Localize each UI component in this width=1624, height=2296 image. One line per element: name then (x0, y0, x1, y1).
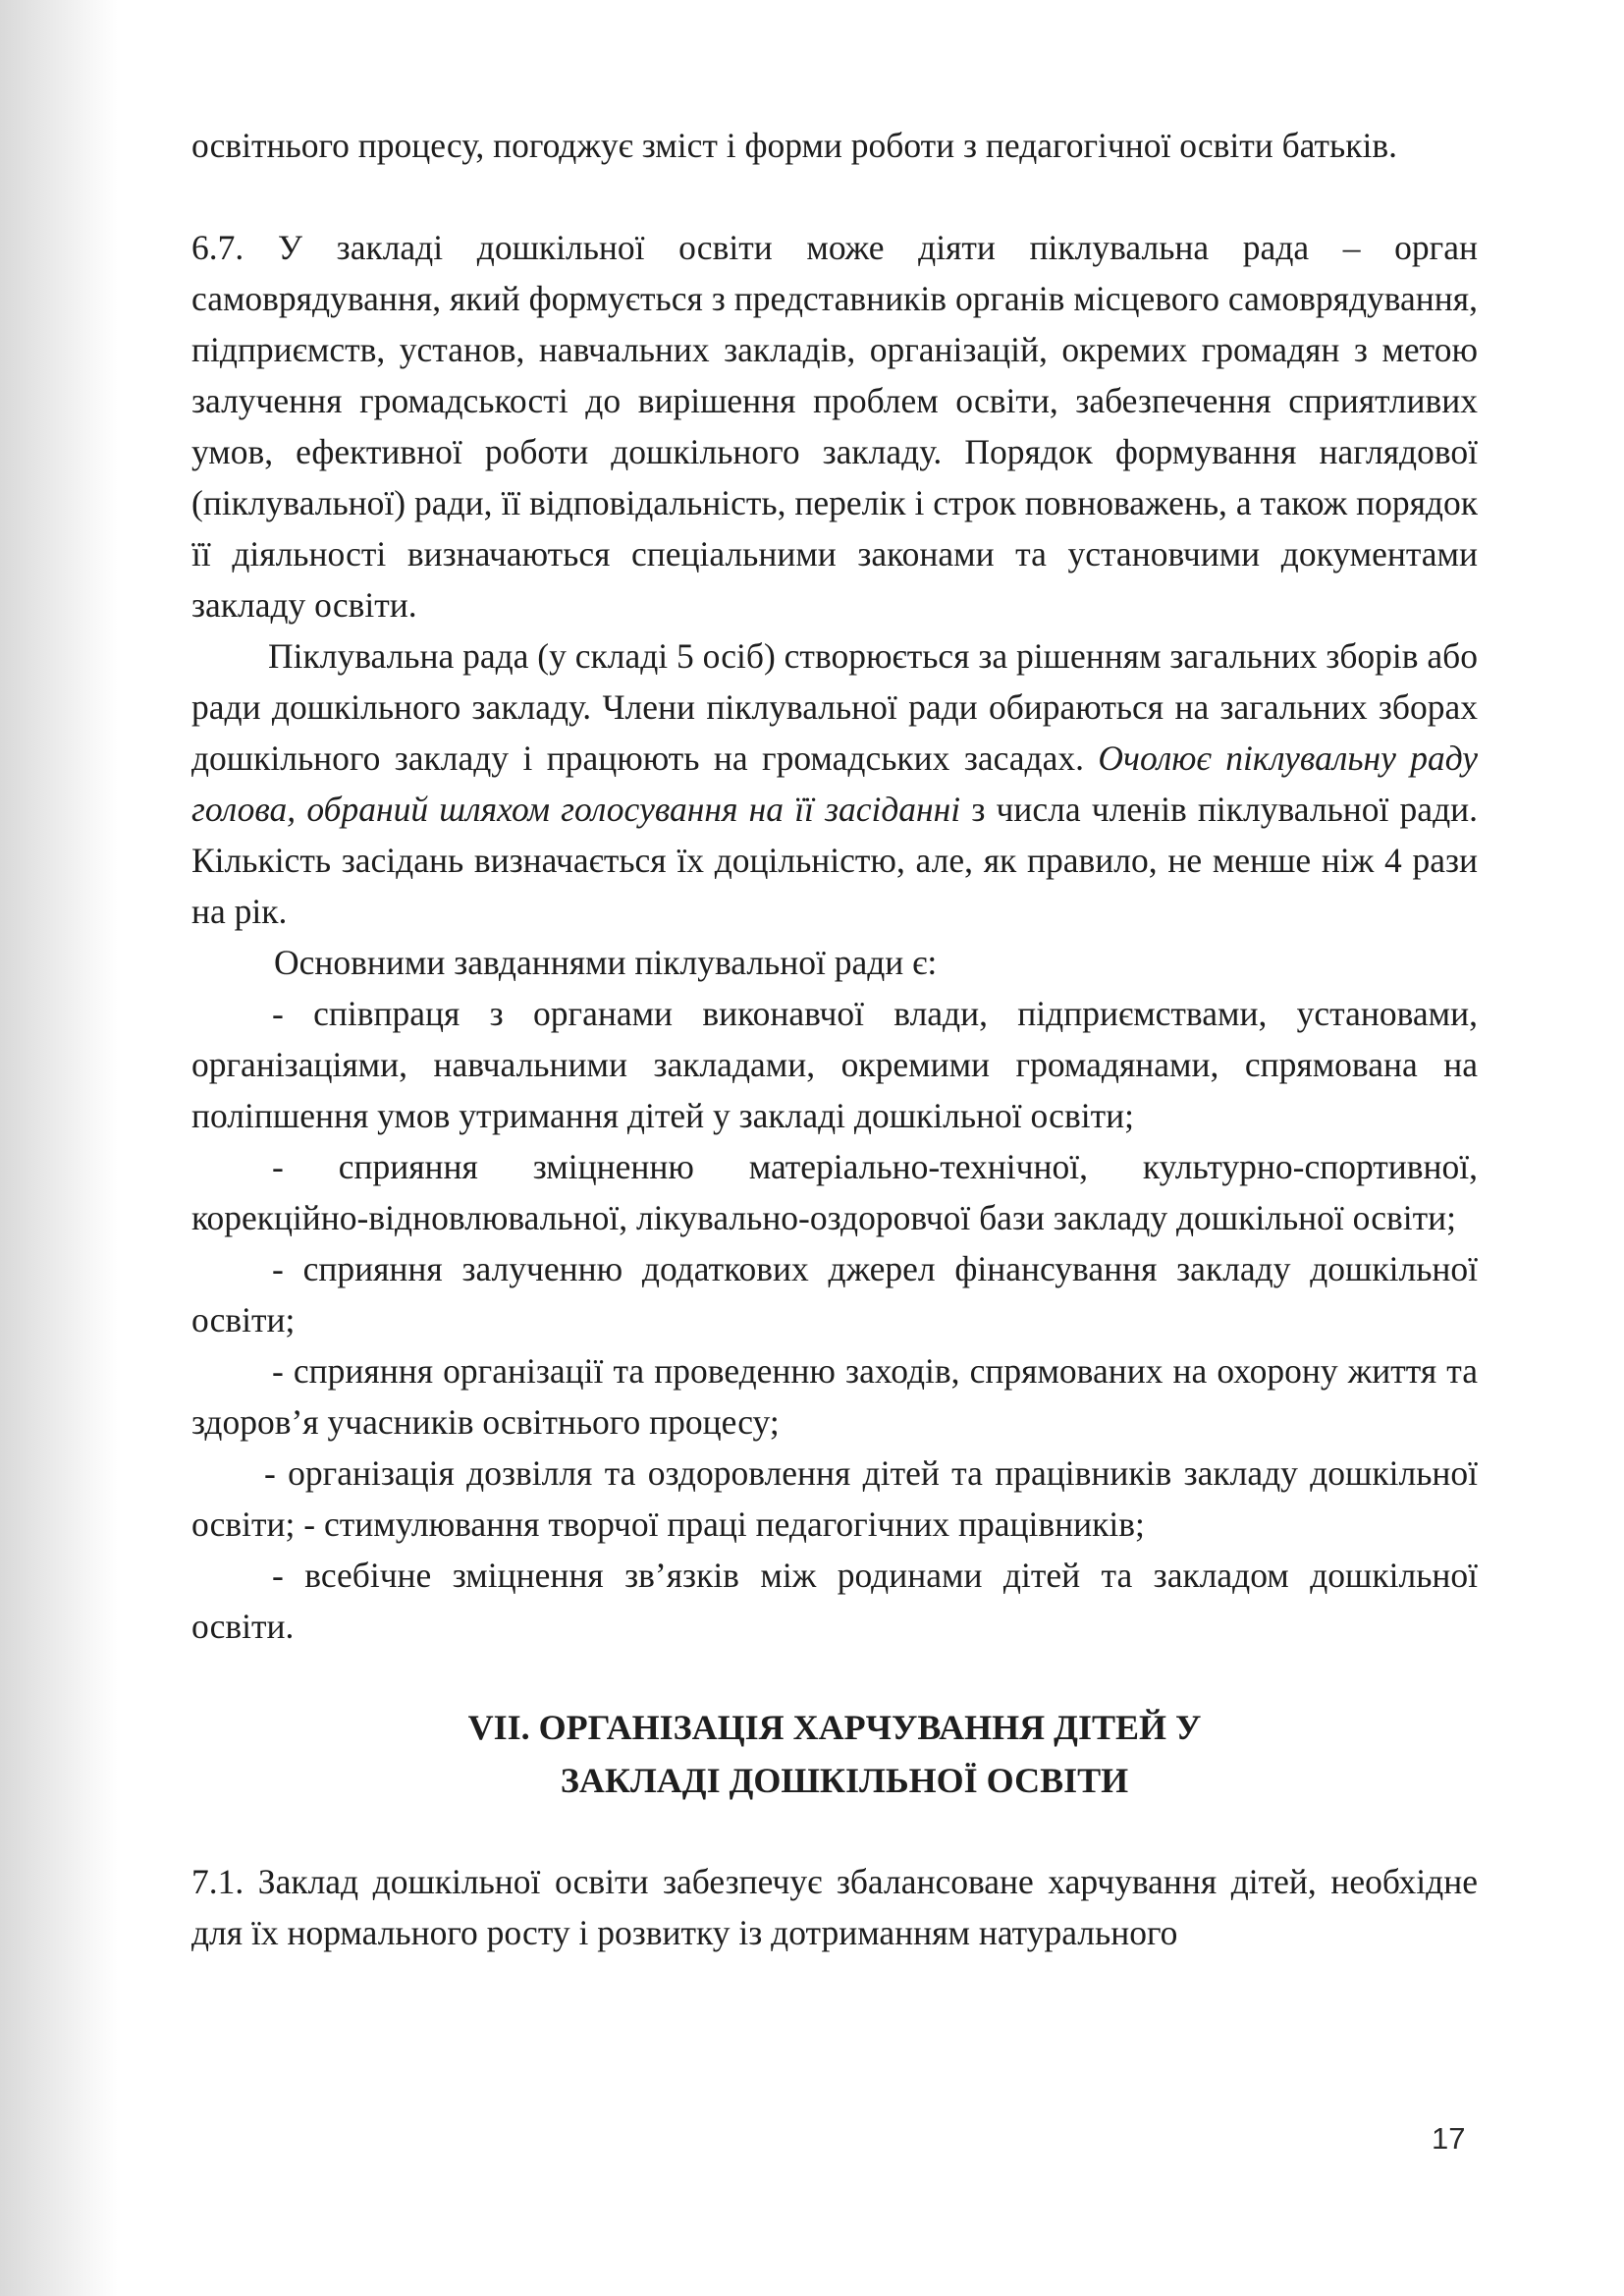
continuation-paragraph: освітнього процесу, погоджує зміст і форми роботи з педагогічної освіти батьків. (191, 126, 1397, 165)
tasks-intro: Основними завданнями піклувальної ради є: (274, 943, 938, 982)
task-item: - співпраця з органами виконавчої влади, підприємствами, установами, організаціями, навчальними закладами, окремими громадянами, спрямована на поліпшення умов утримання дітей у закладі дошкільної освіти; (191, 994, 1478, 1135)
task-item: - сприяння організації та проведенню заходів, спрямованих на охорону життя та здоров’я учасників освітнього процесу; (191, 1351, 1478, 1442)
paragraph-gap (191, 171, 1478, 222)
section-7-heading-line-1: VII. ОРГАНІЗАЦІЯ ХАРЧУВАННЯ ДІТЕЙ У (467, 1708, 1202, 1747)
section-7-heading-line-2: ЗАКЛАДІ ДОШКІЛЬНОЇ ОСВІТИ (560, 1761, 1129, 1800)
board-composition-text: Піклувальна рада (у складі 5 осіб) створюється за рішенням загальних зборів або ради дошкільного закладу. Члени піклувальної ради обираються на загальних зборах дошкільного закладу і працюють на громадських засадах. (191, 636, 1478, 778)
board-composition-paragraph (191, 630, 1478, 937)
task-item: - організація дозвілля та оздоровлення дітей та працівників закладу дошкільної освіти; - стимулювання творчої праці педагогічних працівників; (191, 1453, 1478, 1544)
page-number: 17 (1432, 2121, 1466, 2156)
scan-binding-shadow (0, 0, 118, 2296)
task-item: - всебічне зміцнення зв’язків між родинами дітей та закладом дошкільної освіти. (191, 1556, 1478, 1646)
document-body (191, 120, 1478, 1958)
task-item: - сприяння зміцненню матеріально-технічної, культурно-спортивної, корекційно-відновлювальної, лікувально-оздоровчої бази закладу дошкільної освіти; (191, 1147, 1478, 1237)
section-7-heading (191, 1701, 1478, 1807)
task-item: - сприяння залученню додаткових джерел фінансування закладу дошкільної освіти; (191, 1249, 1478, 1339)
section-6-7-paragraph: 6.7. У закладі дошкільної освіти може діяти піклувальна рада – орган самоврядування, який формується з представників органів місцевого самоврядування, підприємств, установ, навчальних закладів, організацій, окремих громадян з метою залучення громадськості до вирішення проблем освіти, забезпечення сприятливих умов, ефективної роботи дошкільного закладу. Порядок формування наглядової (піклувальної) ради, її відповідальність, перелік і строк повноважень, а також порядок її діяльності визначаються спеціальними законами та установчими документами закладу освіти. (191, 228, 1478, 625)
board-chair-text: Очолює піклувальну раду голова, обраний шляхом голосування на її засіданні (191, 738, 1478, 829)
board-meetings-text: з числа членів піклувальної ради. Кількість засідань визначається їх доцільністю, але, як правило, не менше ніж 4 рази на рік. (191, 790, 1478, 931)
section-7-1-paragraph: 7.1. Заклад дошкільної освіти забезпечує збалансоване харчування дітей, необхідне для їх нормального росту і розвитку із дотриманням натурального (191, 1862, 1478, 1952)
